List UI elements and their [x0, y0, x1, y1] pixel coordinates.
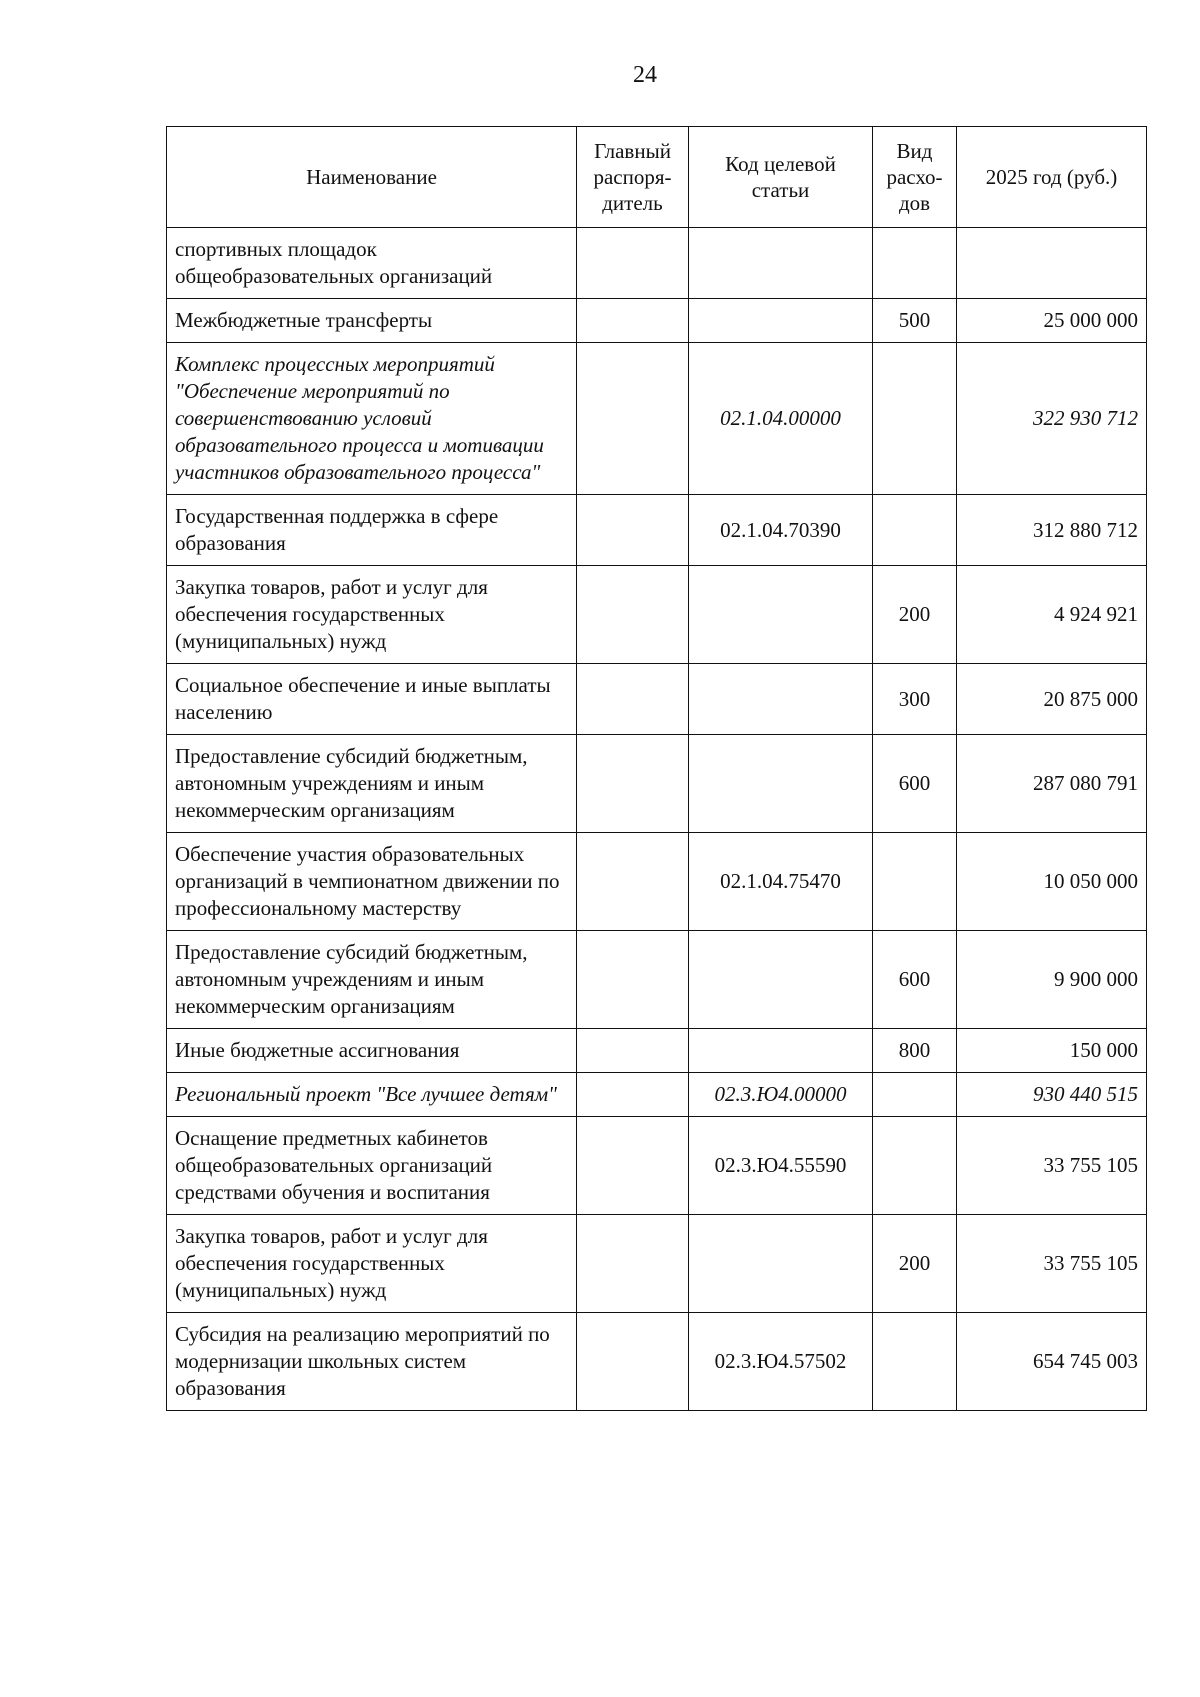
table-row [167, 833, 1147, 931]
row-expense-type-cell [873, 228, 957, 299]
row-amount-cell: 33 755 105 [957, 1215, 1147, 1313]
row-target-code-cell [689, 1215, 873, 1313]
row-main-manager-cell [577, 228, 689, 299]
row-main-manager-cell [577, 566, 689, 664]
row-target-code-cell: 02.3.Ю4.55590 [689, 1117, 873, 1215]
table-row [167, 1029, 1147, 1073]
table-row [167, 1313, 1147, 1411]
budget-table [166, 126, 1147, 1411]
table-row [167, 1117, 1147, 1215]
row-amount-cell: 4 924 921 [957, 566, 1147, 664]
row-amount-cell: 9 900 000 [957, 931, 1147, 1029]
row-expense-type-cell [873, 1313, 957, 1411]
row-expense-type-cell: 200 [873, 1215, 957, 1313]
row-main-manager-cell [577, 1073, 689, 1117]
row-main-manager-cell [577, 299, 689, 343]
row-name-cell: Закупка товаров, работ и услуг для обеспечения государственных (муниципальных) нужд [167, 566, 577, 664]
table-row [167, 1073, 1147, 1117]
row-expense-type-cell: 200 [873, 566, 957, 664]
table-row [167, 228, 1147, 299]
row-expense-type-cell [873, 833, 957, 931]
row-name-cell: Региональный проект "Все лучшее детям" [167, 1073, 577, 1117]
row-target-code-cell: 02.3.Ю4.57502 [689, 1313, 873, 1411]
row-main-manager-cell [577, 735, 689, 833]
row-expense-type-cell: 800 [873, 1029, 957, 1073]
row-target-code-cell [689, 664, 873, 735]
row-name-cell: Оснащение предметных кабинетов общеобразовательных организаций средствами обучения и воспитания [167, 1117, 577, 1215]
table-header-row [167, 127, 1147, 228]
page-number: 24 [633, 62, 657, 88]
row-main-manager-cell [577, 1029, 689, 1073]
row-expense-type-cell [873, 1117, 957, 1215]
table-row [167, 664, 1147, 735]
row-name-cell: Социальное обеспечение и иные выплаты населению [167, 664, 577, 735]
table-row [167, 1215, 1147, 1313]
row-name-cell: Межбюджетные трансферты [167, 299, 577, 343]
row-main-manager-cell [577, 1215, 689, 1313]
row-name-cell: Комплекс процессных мероприятий "Обеспечение мероприятий по совершенствованию условий образовательного процесса и мотивации участников образовательного процесса" [167, 343, 577, 495]
row-name-cell: Предоставление субсидий бюджетным, автономным учреждениям и иным некоммерческим организациям [167, 931, 577, 1029]
row-target-code-cell: 02.3.Ю4.00000 [689, 1073, 873, 1117]
table-row [167, 931, 1147, 1029]
row-expense-type-cell: 600 [873, 735, 957, 833]
header-amount: 2025 год (руб.) [957, 127, 1147, 228]
row-main-manager-cell [577, 343, 689, 495]
row-name-cell: Закупка товаров, работ и услуг для обеспечения государственных (муниципальных) нужд [167, 1215, 577, 1313]
row-amount-cell: 10 050 000 [957, 833, 1147, 931]
row-target-code-cell: 02.1.04.75470 [689, 833, 873, 931]
row-main-manager-cell [577, 833, 689, 931]
row-target-code-cell: 02.1.04.70390 [689, 495, 873, 566]
table-row [167, 343, 1147, 495]
row-name-cell: Государственная поддержка в сфере образования [167, 495, 577, 566]
row-expense-type-cell: 300 [873, 664, 957, 735]
row-expense-type-cell [873, 495, 957, 566]
row-amount-cell: 287 080 791 [957, 735, 1147, 833]
row-target-code-cell [689, 228, 873, 299]
header-target-code: Код целевой статьи [689, 127, 873, 228]
row-target-code-cell [689, 566, 873, 664]
row-amount-cell: 654 745 003 [957, 1313, 1147, 1411]
table-row [167, 566, 1147, 664]
row-target-code-cell [689, 931, 873, 1029]
row-name-cell: Субсидия на реализацию мероприятий по модернизации школьных систем образования [167, 1313, 577, 1411]
row-target-code-cell [689, 735, 873, 833]
row-target-code-cell [689, 1029, 873, 1073]
table-body [167, 228, 1147, 1411]
row-amount-cell: 322 930 712 [957, 343, 1147, 495]
row-expense-type-cell [873, 343, 957, 495]
row-main-manager-cell [577, 664, 689, 735]
row-expense-type-cell [873, 1073, 957, 1117]
row-main-manager-cell [577, 1117, 689, 1215]
table-row [167, 495, 1147, 566]
row-main-manager-cell [577, 931, 689, 1029]
row-main-manager-cell [577, 1313, 689, 1411]
row-amount-cell: 33 755 105 [957, 1117, 1147, 1215]
row-name-cell: Предоставление субсидий бюджетным, автономным учреждениям и иным некоммерческим организациям [167, 735, 577, 833]
header-name: Наименование [167, 127, 577, 228]
table-row [167, 299, 1147, 343]
row-amount-cell [957, 228, 1147, 299]
row-amount-cell: 25 000 000 [957, 299, 1147, 343]
row-expense-type-cell: 600 [873, 931, 957, 1029]
row-target-code-cell [689, 299, 873, 343]
header-expense-type: Вид расхо-дов [873, 127, 957, 228]
row-amount-cell: 20 875 000 [957, 664, 1147, 735]
row-expense-type-cell: 500 [873, 299, 957, 343]
row-main-manager-cell [577, 495, 689, 566]
row-target-code-cell: 02.1.04.00000 [689, 343, 873, 495]
row-name-cell: Иные бюджетные ассигнования [167, 1029, 577, 1073]
row-name-cell: спортивных площадок общеобразовательных организаций [167, 228, 577, 299]
row-amount-cell: 150 000 [957, 1029, 1147, 1073]
header-main-manager: Главный распоря-дитель [577, 127, 689, 228]
row-amount-cell: 312 880 712 [957, 495, 1147, 566]
row-amount-cell: 930 440 515 [957, 1073, 1147, 1117]
table-row [167, 735, 1147, 833]
row-name-cell: Обеспечение участия образовательных организаций в чемпионатном движении по профессиональному мастерству [167, 833, 577, 931]
